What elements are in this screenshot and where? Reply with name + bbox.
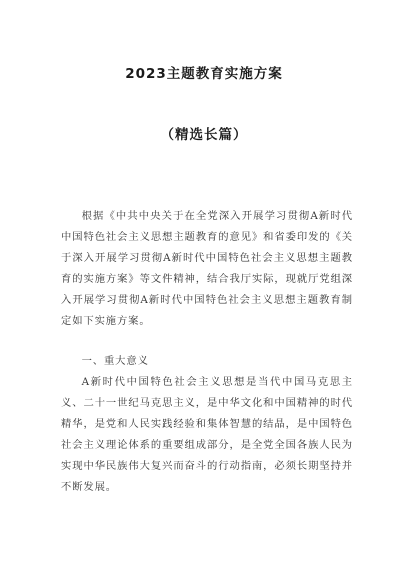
document-title: 2023主题教育实施方案 bbox=[125, 66, 283, 82]
body-paragraph: A新时代中国特色社会主义思想是当代中国马克思主义、二十一世纪马克思主义，是中华文化和中国精神的时代精华，是党和人民实践经验和集体智慧的结晶，是中国特色社会主义理论体系的重要组成部分，是全党全国各族人民为实现中华民族伟大复兴而奋斗的行动指南，必须长期坚持并不断发展。 bbox=[61, 376, 353, 493]
document-subtitle: （精选长篇） bbox=[160, 127, 248, 143]
body-paragraph: 根据《中共中央关于在全党深入开展学习贯彻A新时代中国特色社会主义思想主题教育的意见》和省委印发的《关于深入开展学习贯彻A新时代中国特色社会主义思想主题教育的实施方案》等文件精神，结合我厅实际，现就厅党组深入开展学习贯彻A新时代中国特色社会主义思想主题教育制定如下实施方案。 bbox=[61, 210, 353, 327]
section-heading: 一、重大意义 bbox=[81, 355, 149, 367]
